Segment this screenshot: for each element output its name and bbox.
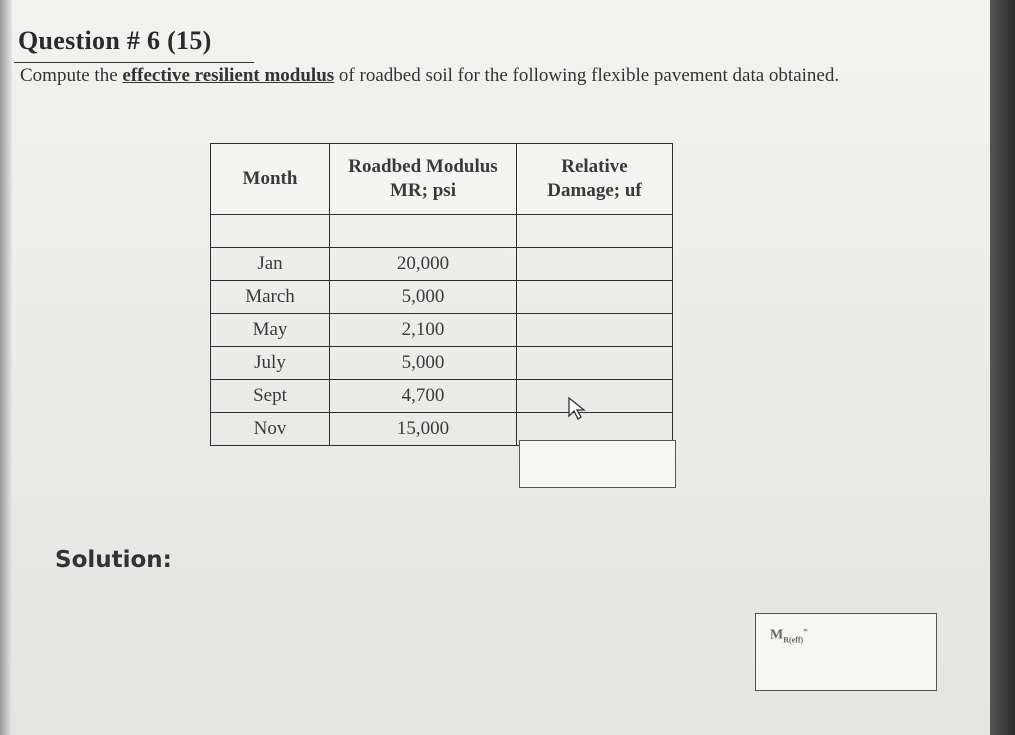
cell-damage-input[interactable] — [517, 380, 673, 413]
table-row — [211, 347, 673, 380]
table-spacer-row — [211, 215, 673, 248]
cell-month: May — [211, 314, 330, 347]
header-damage — [517, 144, 673, 215]
solution-label: Solution: — [55, 547, 172, 573]
prompt-text-start: Compute the — [20, 65, 123, 86]
header-modulus-line2: MR; psi — [390, 180, 456, 201]
cell-modulus: 5,000 — [330, 281, 517, 314]
cell-modulus: 15,000 — [330, 413, 517, 446]
question-prompt — [20, 64, 880, 87]
table-row — [211, 380, 673, 413]
title-underline — [14, 62, 254, 63]
prompt-emphasis: effective resilient modulus — [122, 65, 335, 86]
cell-month: Jan — [211, 248, 330, 281]
cell-month: March — [211, 281, 330, 314]
header-damage-line2: Damage; uf — [547, 180, 642, 201]
question-title: Question # 6 (15) — [18, 26, 212, 55]
cell-damage-input[interactable] — [517, 248, 673, 281]
cell-modulus: 5,000 — [330, 347, 517, 380]
cell-damage-input[interactable] — [517, 347, 673, 380]
header-month: Month — [211, 144, 330, 215]
page-left-edge — [0, 0, 12, 735]
cell-month: Sept — [211, 380, 330, 413]
label-main: M — [770, 627, 784, 643]
cell-damage-input[interactable] — [517, 314, 673, 347]
sum-answer-input[interactable] — [519, 440, 676, 488]
cell-damage-input[interactable] — [517, 281, 673, 314]
cell-modulus: 2,100 — [330, 314, 517, 347]
prompt-text-end: of roadbed soil for the following flexible pavement data obtained. — [334, 65, 840, 86]
effective-modulus-label — [770, 626, 808, 644]
page-right-edge — [990, 0, 1015, 735]
header-modulus-line1: Roadbed Modulus — [348, 156, 498, 177]
table-row — [211, 281, 673, 314]
data-table — [210, 143, 673, 446]
effective-modulus-answer-input[interactable] — [755, 613, 937, 691]
header-modulus — [330, 144, 517, 215]
cell-month: Nov — [211, 413, 330, 446]
table-row — [211, 248, 673, 281]
header-damage-line1: Relative — [561, 156, 628, 177]
cell-modulus: 4,700 — [330, 380, 517, 413]
cell-month: July — [211, 347, 330, 380]
mouse-pointer-icon — [567, 396, 587, 420]
table-header-row — [211, 144, 673, 215]
label-subscript: R(eff) — [783, 635, 804, 645]
cell-modulus: 20,000 — [330, 248, 517, 281]
table-row — [211, 314, 673, 347]
label-superscript: = — [803, 626, 808, 635]
